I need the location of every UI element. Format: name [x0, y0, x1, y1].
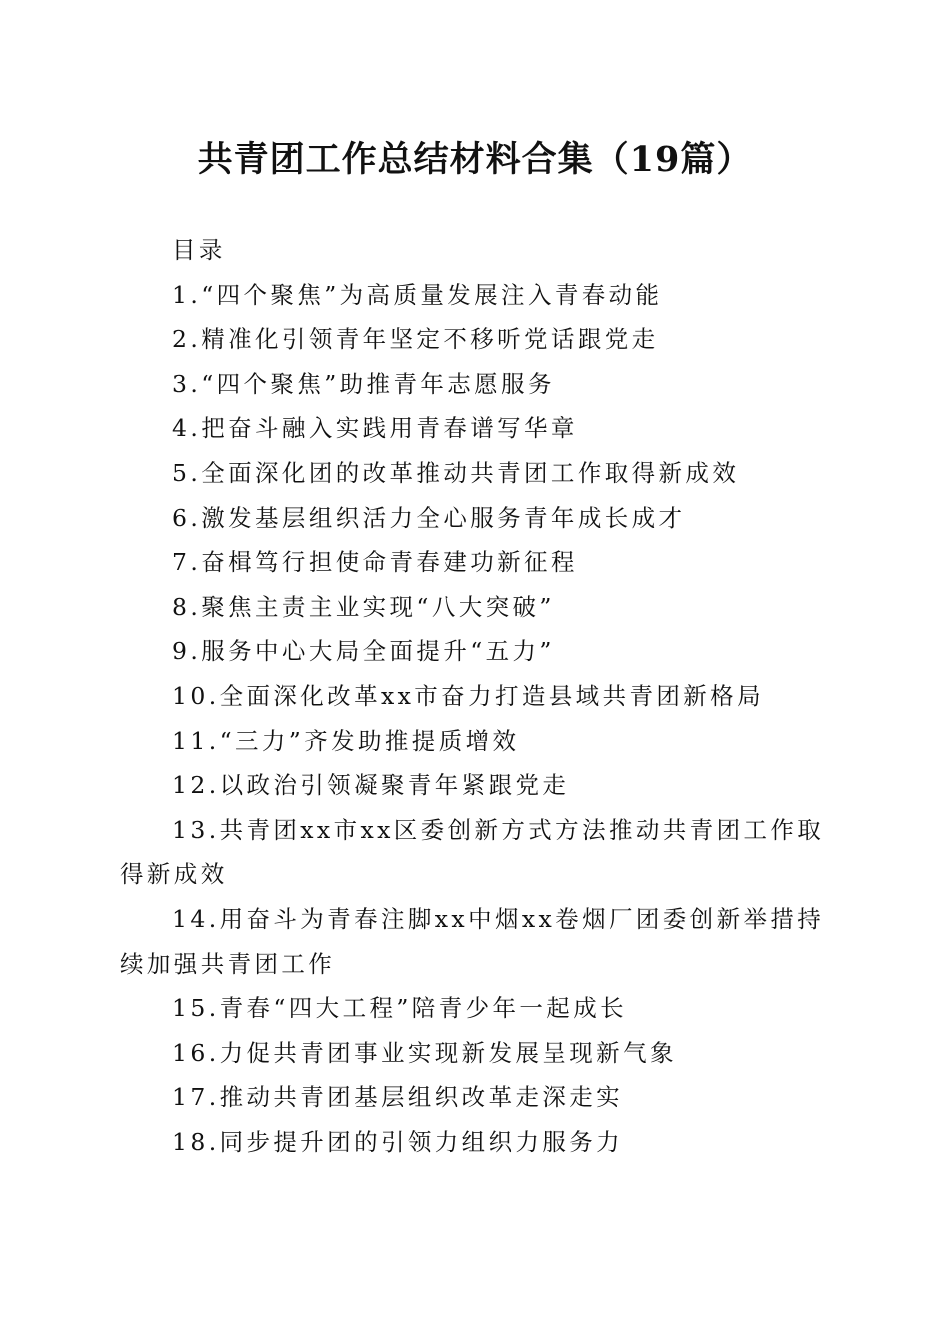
toc-item-18: 18.同步提升团的引领力组织力服务力 — [172, 1127, 624, 1156]
toc-item-1: 1.“四个聚焦”为高质量发展注入青春动能 — [172, 280, 663, 309]
toc-item-10: 10.全面深化改革xx市奋力打造县域共青团新格局 — [172, 681, 764, 710]
document-title: 共青团工作总结材料合集（19篇） — [197, 139, 753, 180]
toc-item-12: 12.以政治引领凝聚青年紧跟党走 — [172, 771, 570, 800]
toc-item-4: 4.把奋斗融入实践用青春谱写华章 — [172, 414, 578, 443]
toc-item-6: 6.激发基层组织活力全心服务青年成长成才 — [172, 503, 686, 532]
toc-item-11: 11.“三力”齐发助推提质增效 — [172, 726, 520, 755]
toc-item-13: 13.共青团xx市xx区委创新方式方法推动共青团工作取得新成效 — [120, 815, 825, 889]
toc-item-7: 7.奋楫笃行担使命青春建功新征程 — [172, 548, 578, 577]
table-of-contents — [120, 228, 830, 1164]
toc-item-15: 15.青春“四大工程”陪青少年一起成长 — [172, 994, 628, 1023]
toc-item-16: 16.力促共青团事业实现新发展呈现新气象 — [172, 1038, 677, 1067]
toc-item-3: 3.“四个聚焦”助推青年志愿服务 — [172, 369, 555, 398]
toc-list — [120, 273, 830, 1165]
toc-item-5: 5.全面深化团的改革推动共青团工作取得新成效 — [172, 458, 740, 487]
toc-item-14: 14.用奋斗为青春注脚xx中烟xx卷烟厂团委创新举措持续加强共青团工作 — [120, 904, 825, 978]
toc-item-17: 17.推动共青团基层组织改革走深走实 — [172, 1083, 624, 1112]
toc-item-2: 2.精准化引领青年坚定不移听党话跟党走 — [172, 325, 659, 354]
toc-heading: 目录 — [172, 236, 226, 264]
toc-item-8: 8.聚焦主责主业实现“八大突破” — [172, 592, 555, 621]
toc-item-9: 9.服务中心大局全面提升“五力” — [172, 637, 555, 666]
